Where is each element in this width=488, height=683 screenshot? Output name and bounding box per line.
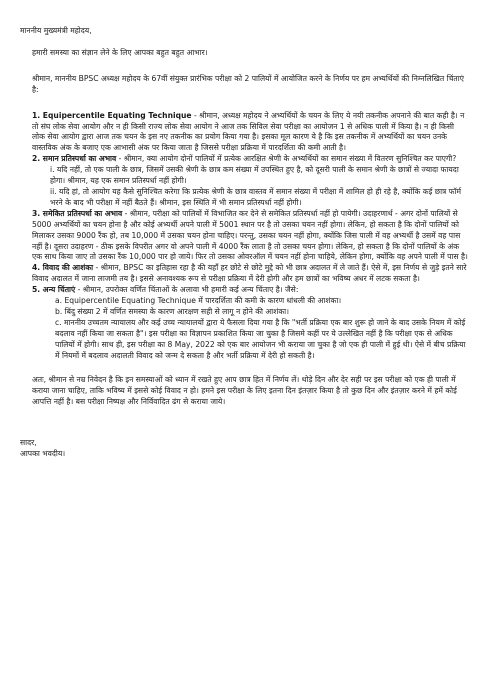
point-label: 1. Equipercentile Equating Technique	[32, 110, 192, 120]
intro-paragraph: श्रीमान, माननीय BPSC अध्यक्ष महोदय के 67वीं संयुक्त प्रारंभिक परीक्षा को 2 पालियों में आयोजित करने के निर्णय पर हम अभ्यर्थियों की निम्नलिखित चिंताएं है:	[32, 73, 464, 94]
point-text: - श्रीमान, अध्यक्ष महोदय ने अभ्यर्थियों के चयन के लिए ये नयी तकनीक अपनाने की बात कही है। न तो संघ लोक सेवा आयोग और न ही किसी राज्य लोक सेवा आयोग ने आज तक सिविल सेवा परीक्षा का आयोजन 1 से अधिक पाली में किया है। न ही किसी लोक सेवा आयोग द्वारा आज तक चयन के इस नए तकनीक का प्रयोग किया गया है। इसका मूल कारण ये है कि इस तकनीक में अभ्यर्थियों का चयन उनके वास्तविक अंक के बजाए एक आभासी अंक पर किया जाता है जिससे परीक्षा प्रक्रिया में पारदर्शिता की कमी आती है।	[32, 110, 465, 153]
salutation: माननीय मुख्यमंत्री महोदय,	[20, 26, 92, 35]
signoff: सादर,	[20, 438, 37, 448]
point-2	[20, 154, 468, 209]
point-label: 2. समान प्रतिस्पर्धा का अभाव	[32, 154, 117, 164]
point-3	[20, 209, 468, 264]
point-label: 3. समेकित प्रतिस्पर्धा का अभाव	[32, 208, 123, 218]
point-text: - श्रीमान, क्या आयोग दोनों पालियों में प्रत्येक आरक्षित श्रेणी के अभ्यर्थियों का समान संख्या में वितरण सुनिश्चित कर पाएगी?	[116, 154, 457, 164]
signature: आपका भवदीय।	[20, 449, 66, 459]
point-5	[20, 285, 468, 361]
sub-point: a. Equipercentile Equating Technique में पारदर्शिता की कमी के कारण धांधली की आशंका।	[55, 296, 342, 306]
sub-point: c. माननीय उच्चतम न्यायालय और कई उच्च न्यायालयों द्वारा ये फैसला दिया गया है कि "भर्ती प्रक्रिया एक बार शुरू हो जाने के बाद उसके नियम में कोई बदलाव नहीं किया जा सकता है"। इस परीक्षा का विज्ञापन प्रकाशित किया जा चुका है जिसमे कहीं पर ये उल्लेखित नहीं है कि परीक्षा एक से अधिक पालियों में होगी। साथ ही, इस परीक्षा का 8 May, 2022 को एक बार आयोजन भी कराया जा चुका है जो एक ही पाली में हुई थी। ऐसे में बीच प्रक्रिया में नियमों में बदलाव अदालती विवाद को जन्म दे सकता है और भर्ती प्रक्रिया में देरी हो सकती है।	[55, 317, 466, 360]
point-label: 4. विवाद की आशंका	[32, 263, 94, 273]
point-4	[20, 263, 468, 285]
sub-point: b. बिंदु संख्या 2 में वर्णित समस्या के कारण आरक्षण सही से लागू न होने की आशंका।	[55, 306, 290, 316]
point-text: - श्रीमान, उपरोक्त वर्णित चिंताओं के अलावा भी हमारी कई अन्य चिंताए है। जैसे:	[75, 285, 299, 295]
point-label: 5. अन्य चिंताएं	[32, 285, 76, 295]
sub-point: ii. यदि हां, तो आयोग यह कैसे सुनिश्चित करेगा कि प्रत्येक श्रेणी के छात्र वास्तव में समान संख्या में परीक्षा में शामिल हो ही रहे है, क्योंकि कई छात्र फॉर्म भरने के बाद भी परीक्षा में नहीं बैठते हैं। श्रीमान, इस स्थिति में भी समान प्रतिस्पर्धा नहीं होगी।	[50, 186, 462, 207]
point-text: - श्रीमान, परीक्षा को पालियों में विभाजित कर देने से समेकित प्रतिस्पर्धा नहीं हो पायेगी। उदाहरणार्थ - अगर दोनों पालियों से 5000 अभ्यर्थियों का चयन होना है और कोई अभ्यर्थी अपने पाली में 5001 स्थान पर है तो उसका चयन नहीं होगा। लेकिन, हो सकता है कि दोनों पालियों को मिलाकर उसका 9000 रैंक हो, तब 10,000 में उसका चयन होना चाहिए। परन्तु, उसका चयन नहीं होगा, क्योंकि जिस पाली में वह अभ्यर्थी है उसमें वह पास नहीं है। दूसरा उदाहरण - ठीक इसके विपरीत अगर वो अपने पाली में 4000 रैंक लाता है तो उसका चयन होगा। लेकिन, हो सकता है कि दोनों पालियों के अंक एक साथ किया जाए तो उसका रैंक 10,000 पार हो जाये। फिर तो उसका ओवरऑल में चयन नहीं होना चाहिये, लेकिन होगा, क्योंकि वह अपने पाली में पास है।	[32, 208, 468, 262]
closing-paragraph: अतः, श्रीमान से नम्र निवेदन है कि इन समस्याओं को ध्यान में रखते हुए आप छात्र हित में निर्णय लें। थोड़े दिन और देर सही पर इस परीक्षा को एक ही पाली में कराया जाना चाहिए, ताकि भविष्य में इससे कोई विवाद न हो। हमने इस परीक्षा के लिए इतना दिन इंतज़ार किया है तो कुछ दिन और इंतज़ार करने में हमें कोई आपत्ति नहीं है। बस परीक्षा निष्पक्ष और निर्विवादित ढंग से कराया जाये।	[32, 375, 457, 407]
point-text: - श्रीमान, BPSC का इतिहास रहा है की यहाँ हर छोटे से छोटे मुद्दे को भी छात्र अदालत में ले जाते हैं। ऐसे में, इस निर्णय से जुड़े इतने सारे विवाद अदालत में जाना लाजमी तय है। इससे अनावश्यक रूप से परीक्षा प्रक्रिया में देरी होगी और हम छात्रों का भविष्य अधर में लटक सकता है।	[32, 263, 467, 284]
sub-point: i. यदि नहीं, तो एक पाली के छात्र, जिसमें उसकी श्रेणी के छात्र कम संख्या में उपस्थित हुए है, को दूसरी पाली के समान श्रेणी के छात्रों से ज्यादा फायदा होगा। श्रीमान, यह एक समान प्रतिस्पर्धा नहीं होगी।	[50, 165, 459, 186]
thanks-line: हमारी समस्या का संज्ञान लेने के लिए आपका बहुत बहुत आभार।	[32, 47, 208, 57]
point-1	[20, 111, 468, 155]
